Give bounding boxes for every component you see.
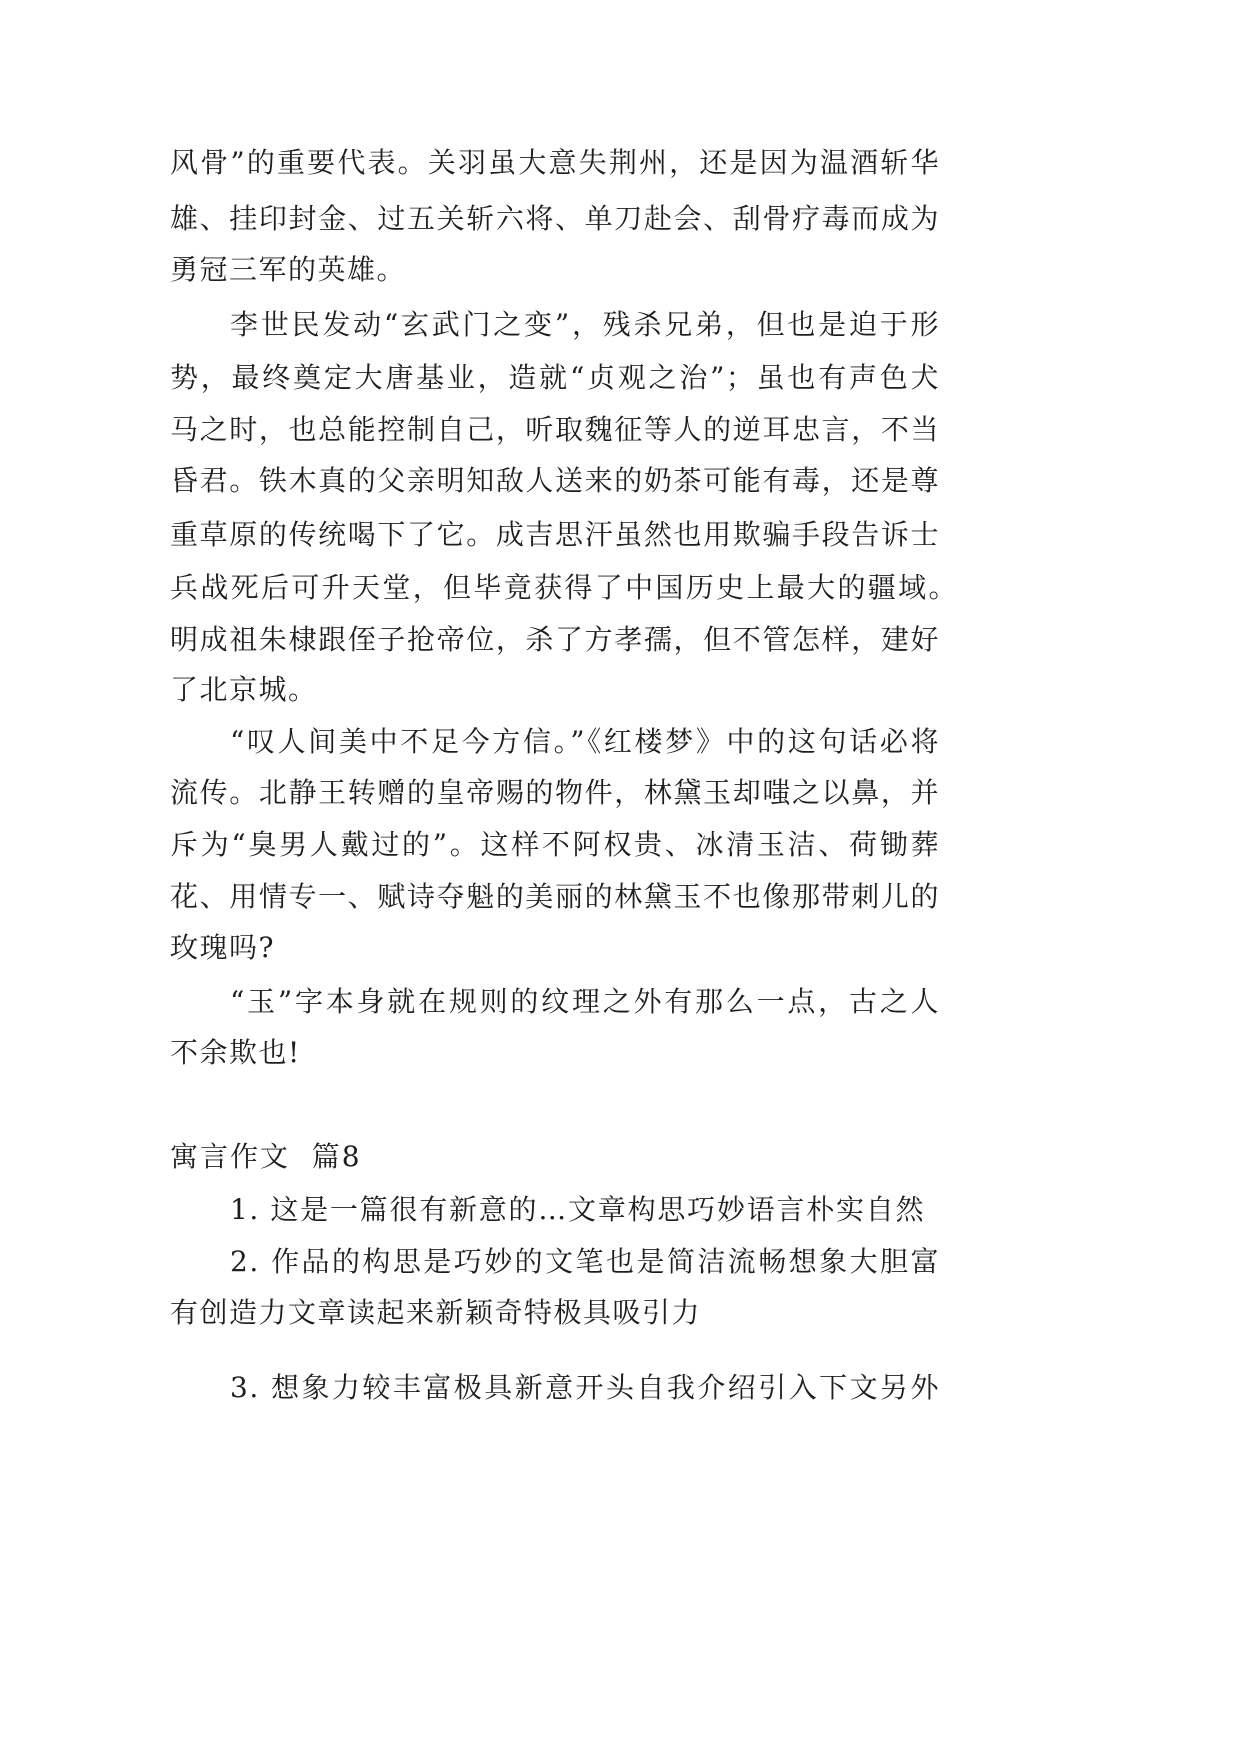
paragraph-2-line-3: 马之时，也总能控制自己，听取魏征等人的逆耳忠言，不当 [170, 413, 940, 446]
paragraph-2-line-6: 兵战死后可升天堂，但毕竟获得了中国历史上最大的疆域。 [170, 571, 958, 604]
paragraph-2-line-8: 了北京城。 [170, 673, 318, 706]
paragraph-1-line-1: 风骨”的重要代表。关羽虽大意失荆州，还是因为温酒斩华 [170, 146, 940, 179]
list-item-2-line-1: 2. 作品的构思是巧妙的文笔也是简洁流畅想象大胆富 [230, 1245, 940, 1278]
paragraph-4-line-1: “玉”字本身就在规则的纹理之外有那么一点，古之人 [230, 985, 940, 1018]
paragraph-3-line-2: 流传。北静王转赠的皇帝赐的物件，林黛玉却嗤之以鼻，并 [170, 776, 940, 809]
paragraph-2-line-5: 重草原的传统喝下了它。成吉思汗虽然也用欺骗手段告诉士 [170, 518, 940, 551]
paragraph-4-line-2: 不余欺也! [170, 1036, 301, 1069]
paragraph-3-line-1: “叹人间美中不足今方信。”《红楼梦》中的这句话必将 [230, 725, 940, 758]
list-item-3: 3. 想象力较丰富极具新意开头自我介绍引入下文另外 [230, 1371, 940, 1404]
list-item-2-line-2: 有创造力文章读起来新颖奇特极具吸引力 [170, 1296, 702, 1329]
paragraph-3-line-5: 玫瑰吗? [170, 931, 276, 964]
paragraph-2-line-7: 明成祖朱棣跟侄子抢帝位，杀了方孝孺，但不管怎样，建好 [170, 623, 940, 656]
list-item-1: 1. 这是一篇很有新意的…文章构思巧妙语言朴实自然 [230, 1193, 925, 1226]
section-heading: 寓言作文 篇8 [170, 1140, 362, 1173]
paragraph-2-line-1: 李世民发动“玄武门之变”，残杀兄弟，但也是迫于形 [230, 308, 940, 341]
paragraph-1-line-3: 勇冠三军的英雄。 [170, 253, 407, 286]
paragraph-1-line-2: 雄、挂印封金、过五关斩六将、单刀赴会、刮骨疗毒而成为 [170, 202, 940, 235]
paragraph-3-line-3: 斥为“臭男人戴过的”。这样不阿权贵、冰清玉洁、荷锄葬 [170, 828, 940, 861]
paragraph-3-line-4: 花、用情专一、赋诗夺魁的美丽的林黛玉不也像那带刺儿的 [170, 880, 940, 913]
paragraph-2-line-4: 昏君。铁木真的父亲明知敌人送来的奶茶可能有毒，还是尊 [170, 464, 940, 497]
paragraph-2-line-2: 势，最终奠定大唐基业，造就“贞观之治”；虽也有声色犬 [170, 361, 940, 394]
